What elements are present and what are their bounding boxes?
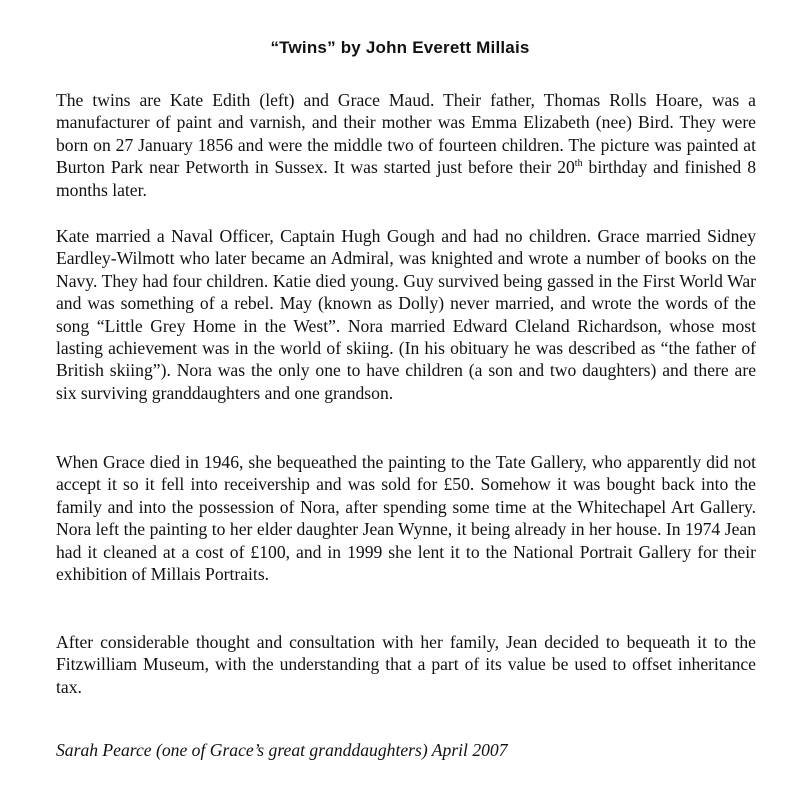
paragraph-bequest: After considerable thought and consultation with her family, Jean decided to bequeath it to the Fitzwilliam Museum, with the understanding that a part of its value be used to offset inheritance tax. [56,632,756,697]
paragraph-text: The twins are Kate Edith (left) and Grace Maud. Their father, Thomas Rolls Hoare, was a manufacturer of paint and varnish, and their mother was Emma Elizabeth (nee) Bird. They were born on 27 January 1856 and were the middle two of fourteen children. The picture was painted at Burton Park near Petworth in Sussex. It was started just before their 20 [56,90,756,178]
paragraph-marriages: Kate married a Naval Officer, Captain Hugh Gough and had no children. Grace married Sidney Eardley-Wilmott who later became an Admiral, was knighted and wrote a number of books on the Navy. They had four children. Katie died young. Guy survived being gassed in the First World War and was something of a rebel. May (known as Dolly) never married, and wrote the words of the song “Little Grey Home in the West”. Nora married Edward Cleland Richardson, whose most lasting achievement was in the world of skiing. (In his obituary he was described as “the father of British skiing”). Nora was the only one to have children (a son and two daughters) and there are six surviving granddaughters and one grandson. [56,226,756,403]
signature-line: Sarah Pearce (one of Grace’s great granddaughters) April 2007 [56,740,508,760]
ordinal-superscript: th [574,158,583,170]
paragraph-text: birthday and finished 8 months later. [56,157,756,200]
paragraph-twins-background [56,89,756,201]
document-title: “Twins” by John Everett Millais [270,38,530,57]
paragraph-provenance: When Grace died in 1946, she bequeathed the painting to the Tate Gallery, who apparently did not accept it so it fell into receivership and was sold for £50. Somehow it was bought back into the family and into the possession of Nora, after spending some time at the Whitechapel Art Gallery. Nora left the painting to her elder daughter Jean Wynne, it being already in her house. In 1974 Jean had it cleaned at a cost of £100, and in 1999 she lent it to the National Portrait Gallery for their exhibition of Millais Portraits. [56,452,756,585]
